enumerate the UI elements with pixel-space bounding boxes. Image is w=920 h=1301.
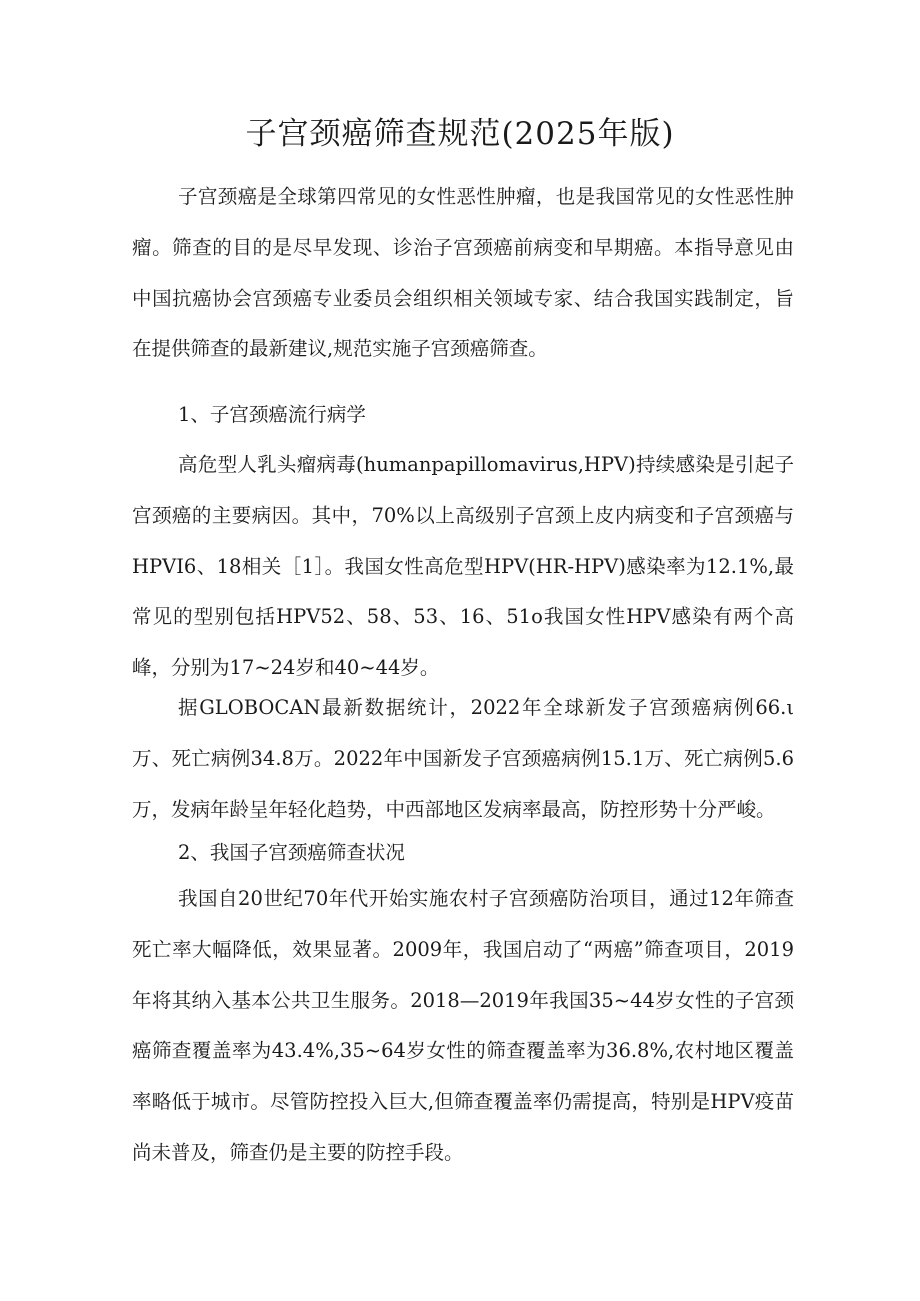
epidemiology-paragraph-hpv: 高危型人乳头瘤病毒(humanpapillomavirus,HPV)持续感染是引起子宫颈癌的主要病因。其中，70%以上高级别子宫颈上皮内病变和子宫颈癌与HPVI6、18相关［1］。我国女性高危型HPV(HR-HPV)感染率为12.1%,最常见的型别包括HPV52、58、53、16、51o我国女性HPV感染有两个高峰，分别为17~24岁和40~44岁。 xyxy=(132,453,794,680)
epidemiology-paragraph-statistics: 据GLOBOCAN最新数据统计，2022年全球新发子宫颈癌病例66.ι万、死亡病例34.8万。2022年中国新发子宫颈癌病例15.1万、死亡病例5.6万，发病年龄呈年轻化趋势，中西部地区发病率最高，防控形势十分严峻。 xyxy=(132,696,794,821)
intro-paragraph: 子宫颈癌是全球第四常见的女性恶性肿瘤，也是我国常见的女性恶性肿瘤。筛查的目的是尽早发现、诊治子宫颈癌前病变和早期癌。本指导意见由中国抗癌协会宫颈癌专业委员会组织相关领域专家、结合我国实践制定，旨在提供筛查的最新建议,规范实施子宫颈癌筛查。 xyxy=(132,185,794,361)
section-heading-epidemiology: 1、子宫颈癌流行病学 xyxy=(178,403,366,426)
document-title: 子宫颈癌筛查规范(2025年版) xyxy=(245,116,675,152)
screening-status-paragraph: 我国自20世纪70年代开始实施农村子宫颈癌防治项目，通过12年筛查死亡率大幅降低，效果显著。2009年，我国启动了“两癌”筛查项目，2019年将其纳入基本公共卫生服务。2018—2019年我国35~44岁女性的子宫颈癌筛查覆盖率为43.4%,35~64岁女性的筛查覆盖率为36.8%,农村地区覆盖率略低于城市。尽管防控投入巨大,但筛查覆盖率仍需提高，特别是HPV疫苗尚未普及，筛查仍是主要的防控手段。 xyxy=(132,887,794,1164)
section-heading-screening-status: 2、我国子宫颈癌筛查状况 xyxy=(178,841,405,864)
